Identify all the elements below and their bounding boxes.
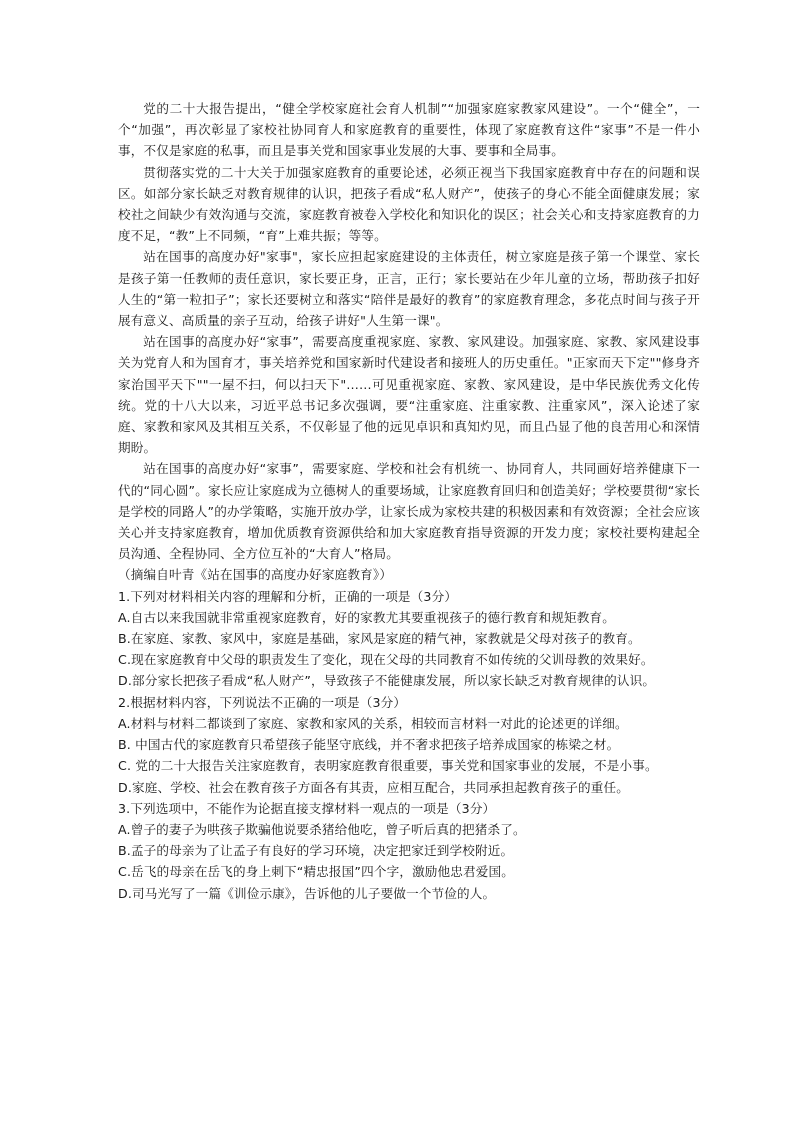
option-b: B.孟子的母亲为了让孟子有良好的学习环境，决定把家迁到学校附近。: [118, 843, 514, 859]
article-paragraph-4: 站在国事的高度办好“家事”，需要高度重视家庭、家教、家风建设。加强家庭、家教、家风建设事关为党育人和为国育才，事关培养党和国家新时代建设者和接班人的历史重任。"正家而天下定""修身齐家治国平天下""一屋不扫，何以扫天下"……可见重视家庭、家教、家风建设，是中华民族优秀文化传统。党的十八大以来，习近平总书记多次强调，要“注重家庭、注重家教、注重家风”，深入论述了家庭、家教和家风及其相互关系，不仅彰显了他的远见卓识和真知灼见，而且凸显了他的良苦用心和深情期盼。: [118, 334, 700, 456]
option-a: A.材料与材料二都谈到了家庭、家教和家风的关系，相较而言材料一对此的论述更的详细。: [118, 715, 628, 731]
option-c: C. 党的二十大报告关注家庭教育，表明家庭教育很重要，事关党和国家事业的发展，不是小事。: [118, 758, 658, 774]
article-paragraph-1: 党的二十大报告提出，“健全学校家庭社会育人机制”“加强家庭家教家风建设”。一个“健全”，一个“加强”，再次彰显了家校社协同育人和家庭教育的重要性，体现了家庭教育这件“家事”不是一件小事，不仅是家庭的私事，而且是事关党和国家事业发展的大事、要事和全局事。: [118, 101, 700, 159]
option-a: A.曾子的妻子为哄孩子欺骗他说要杀猪给他吃，曾子听后真的把猪杀了。: [118, 821, 526, 837]
option-b: B. 中国古代的家庭教育只希望孩子能坚守底线，并不奢求把孩子培养成国家的栋梁之材。: [118, 737, 620, 753]
exam-document: [118, 98, 700, 904]
option-c: C.岳飞的母亲在岳飞的身上刺下“精忠报国”四个字，激励他忠君爱国。: [118, 864, 515, 880]
article-paragraph-3: 站在国事的高度办好"家事"，家长应担起家庭建设的主体责任，树立家庭是孩子第一个课堂、家长是孩子第一任教师的责任意识，家长要正身，正言，正行；家长要站在少年儿童的立场，帮助孩子扣好人生的“第一粒扣子”；家长还要树立和落实“陪伴是最好的教育”的家庭教育理念，多花点时间与孩子开展有意义、高质量的亲子互动，给孩子讲好"人生第一课"。: [118, 249, 700, 329]
question-stem: 3.下列选项中，不能作为论据直接支撑材料一观点的一项是（3分）: [118, 800, 496, 816]
question-3: [118, 798, 700, 904]
question-stem: 2.根据材料内容，下列说法不正确的一项是（3分）: [118, 694, 407, 710]
question-stem: 1.下列对材料相关内容的理解和分析，正确的一项是（3分）: [118, 588, 458, 604]
option-d: D.部分家长把孩子看成“私人财产”，导致孩子不能健康发展，所以家长缺乏对教育规律的认识。: [118, 673, 656, 689]
option-c: C.现在家庭教育中父母的职责发生了变化，现在父母的共同教育不如传统的父训母教的效果好。: [118, 652, 654, 668]
option-b: B.在家庭、家教、家风中，家庭是基础，家风是家庭的精气神，家教就是父母对孩子的教育。: [118, 631, 641, 647]
option-a: A.自古以来我国就非常重视家庭教育，好的家教尤其要重视孩子的德行教育和规矩教育。: [118, 609, 615, 625]
option-d: D.家庭、学校、社会在教育孩子方面各有其责，应相互配合，共同承担起教育孩子的重任。: [118, 779, 630, 795]
article-source: （摘编自叶青《站在国事的高度办好家庭教育》）: [118, 567, 393, 583]
question-2: [118, 692, 700, 798]
article-paragraph-5: 站在国事的高度办好“家事”，需要家庭、学校和社会有机统一、协同育人，共同画好培养健康下一代的“同心圆”。家长应让家庭成为立德树人的重要场域，让家庭教育回归和创造美好；学校要贯彻“家长是学校的同路人”的办学策略，实施开放办学，让家长成为家校共建的积极因素和有效资源；全社会应该关心并支持家庭教育，增加优质教育资源供给和加大家庭教育指导资源的开发力度；家校社要构建起全员沟通、全程协同、全方位互补的“大育人”格局。: [118, 461, 700, 562]
article-paragraph-2: 贯彻落实党的二十大关于加强家庭教育的重要论述，必须正视当下我国家庭教育中存在的问题和误区。如部分家长缺乏对教育规律的认识，把孩子看成“私人财产”，使孩子的身心不能全面健康发展；家校社之间缺少有效沟通与交流，家庭教育被卷入学校化和知识化的误区；社会关心和支持家庭教育的力度不足，“教”上不同频，“育”上难共振；等等。: [118, 164, 700, 244]
question-1: [118, 586, 700, 692]
option-d: D.司马光写了一篇《训俭示康》，告诉他的儿子要做一个节俭的人。: [118, 885, 496, 901]
